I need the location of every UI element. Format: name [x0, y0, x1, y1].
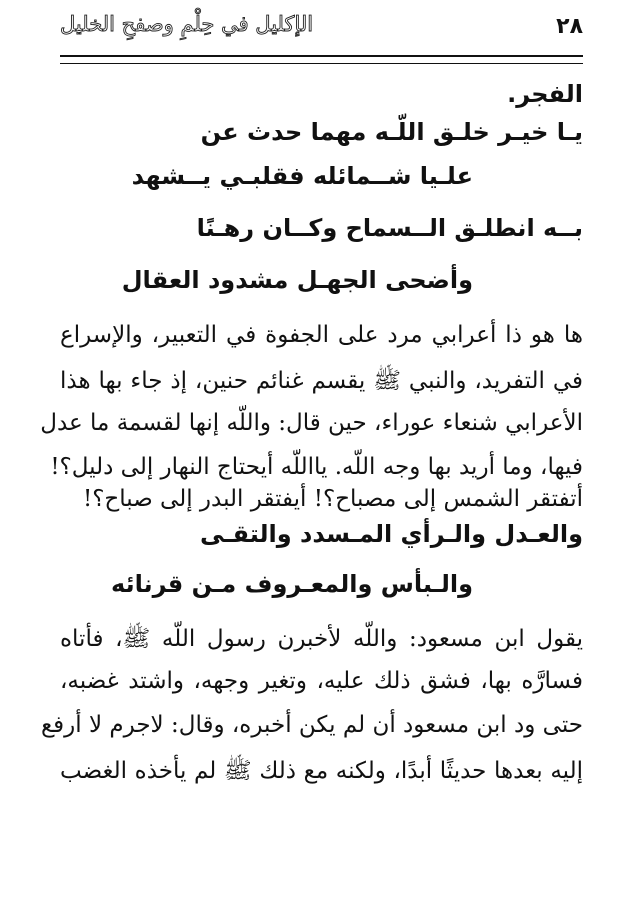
- verse-line-3: بــه انطلـق الــسماح وكــان رهـنًا: [196, 214, 583, 242]
- paragraph-line-1: ها هو ذا أعرابي مرد على الجفوة في التعبير، والإسراع: [60, 322, 583, 348]
- running-title: الإكليل في حِلْمِ وصفحِ الخليل: [60, 12, 314, 36]
- header-rule: [60, 55, 583, 64]
- paragraph-line-8: حتى ود ابن مسعود أن لم يكن أخبره، وقال: لاجرم لا أرفع: [40, 712, 583, 738]
- verse-line-4: وأضحى الجهـل مشدود العقال: [121, 266, 473, 294]
- paragraph-line-3: الأعرابي شنعاء عوراء، حين قال: واللّه إنها لقسمة ما عدل: [40, 410, 583, 436]
- paragraph-line-5: أتفتقر الشمس إلى مصباح؟! أيفتقر البدر إلى صباح؟!: [82, 486, 583, 512]
- text-line-1: الفجر.: [507, 80, 583, 108]
- verse-line-2: علـيا شــمائله فقلبـي يــشهد: [131, 162, 473, 190]
- paragraph-line-6: يقول ابن مسعود: واللّه لأخبرن رسول اللّه ﷺ، فأتاه: [60, 626, 583, 652]
- paragraph-line-9: إليه بعدها حديثًا أبدًا، ولكنه مع ذلك ﷺ لم يأخذه الغضب: [60, 758, 583, 784]
- paragraph-line-7: فسارَّه بها، فشق ذلك عليه، وتغير وجهه، واشتد غضبه،: [60, 668, 583, 694]
- page-number: ٢٨: [556, 14, 583, 39]
- paragraph-line-2: في التفريد، والنبي ﷺ يقسم غنائم حنين، إذ جاء بها هذا: [60, 368, 583, 394]
- verse-line-1: يـا خيـر خلـق اللّـه مهما حدث عن: [200, 118, 583, 146]
- verse-line-5: والعـدل والـرأي المـسدد والتقـى: [199, 520, 583, 548]
- paragraph-line-4: فيها، وما أريد بها وجه اللّه. يااللّه أيحتاج النهار إلى دليل؟!: [50, 454, 583, 480]
- page-header: [60, 8, 583, 52]
- verse-line-6: والـبأس والمعـروف مـن قرنائه: [111, 570, 473, 598]
